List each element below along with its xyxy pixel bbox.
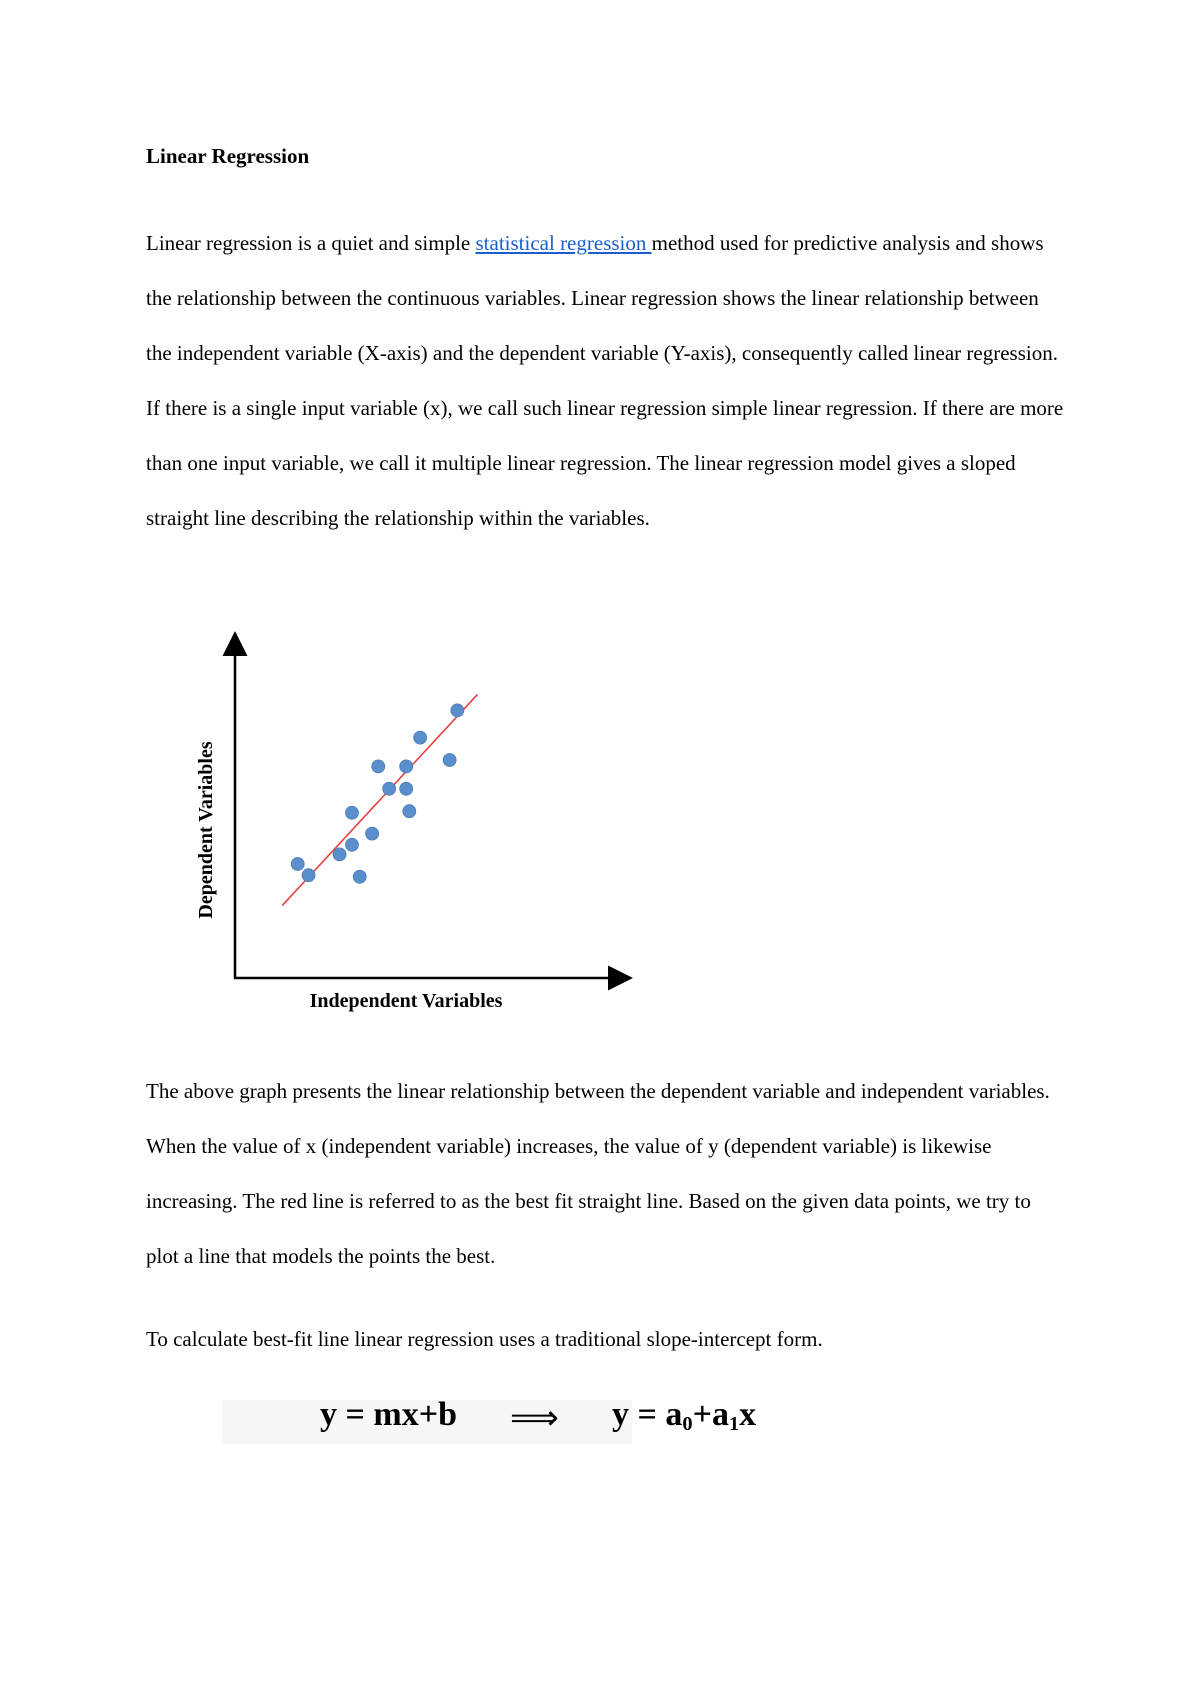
x-axis-label: Independent Variables xyxy=(309,990,503,1012)
data-point-8 xyxy=(372,760,385,773)
data-point-6 xyxy=(353,870,366,883)
data-point-5 xyxy=(345,806,358,819)
section-heading: Linear Regression xyxy=(146,144,310,168)
intro-text-start: Linear regression is a quiet and simple xyxy=(146,231,476,255)
plot-area xyxy=(282,694,477,905)
data-point-3 xyxy=(333,848,346,861)
data-point-2 xyxy=(302,869,315,882)
formula-right-y: y = a xyxy=(612,1396,683,1433)
formula-right-plus: +a xyxy=(692,1396,729,1433)
data-point-14 xyxy=(443,754,456,767)
statistical-regression-link[interactable]: statistical regression xyxy=(475,231,652,255)
intro-text-end: method used for predictive analysis and shows the relationship between the continuous variables. Linear regression shows the linear relationship between the independent variable (X-axis) and the dependent variable (Y-axis), consequently called linear regression. If there is a single input variable (x), we call such linear regression simple linear regression. If there are more than one input variable, we call it multiple linear regression. The linear regression model gives a sloped straight line describing the relationship within the variables. xyxy=(146,231,1064,530)
formula-regression xyxy=(612,1396,756,1436)
y-axis-label: Dependent Variables xyxy=(195,741,217,919)
implies-arrow-icon: ⟹ xyxy=(510,1400,559,1437)
regression-scatter-chart xyxy=(190,620,640,1020)
data-point-9 xyxy=(383,782,396,795)
graph-explanation-paragraph: The above graph presents the linear relationship between the dependent variable and independent variables. When the value of x (independent variable) increases, the value of y (dependent variable) is likewise increasing. The red line is referred to as the best fit straight line. Based on the given data points, we try to plot a line that models the points the best. xyxy=(146,1079,1050,1268)
slope-intercept-paragraph: To calculate best-fit line linear regression uses a traditional slope-intercept form. xyxy=(146,1327,823,1351)
data-point-7 xyxy=(366,827,379,840)
formula-right-x: x xyxy=(739,1396,757,1433)
data-point-13 xyxy=(414,731,427,744)
formula-slope-intercept: y = mx+b xyxy=(320,1396,457,1433)
intro-paragraph xyxy=(146,216,1066,546)
data-point-11 xyxy=(400,760,413,773)
formula-sub-1: 1 xyxy=(728,1413,740,1436)
formula-sub-0: 0 xyxy=(682,1413,693,1436)
data-point-15 xyxy=(451,704,464,717)
data-point-10 xyxy=(400,782,413,795)
data-point-1 xyxy=(291,858,304,871)
data-point-12 xyxy=(403,805,416,818)
data-point-4 xyxy=(345,838,358,851)
